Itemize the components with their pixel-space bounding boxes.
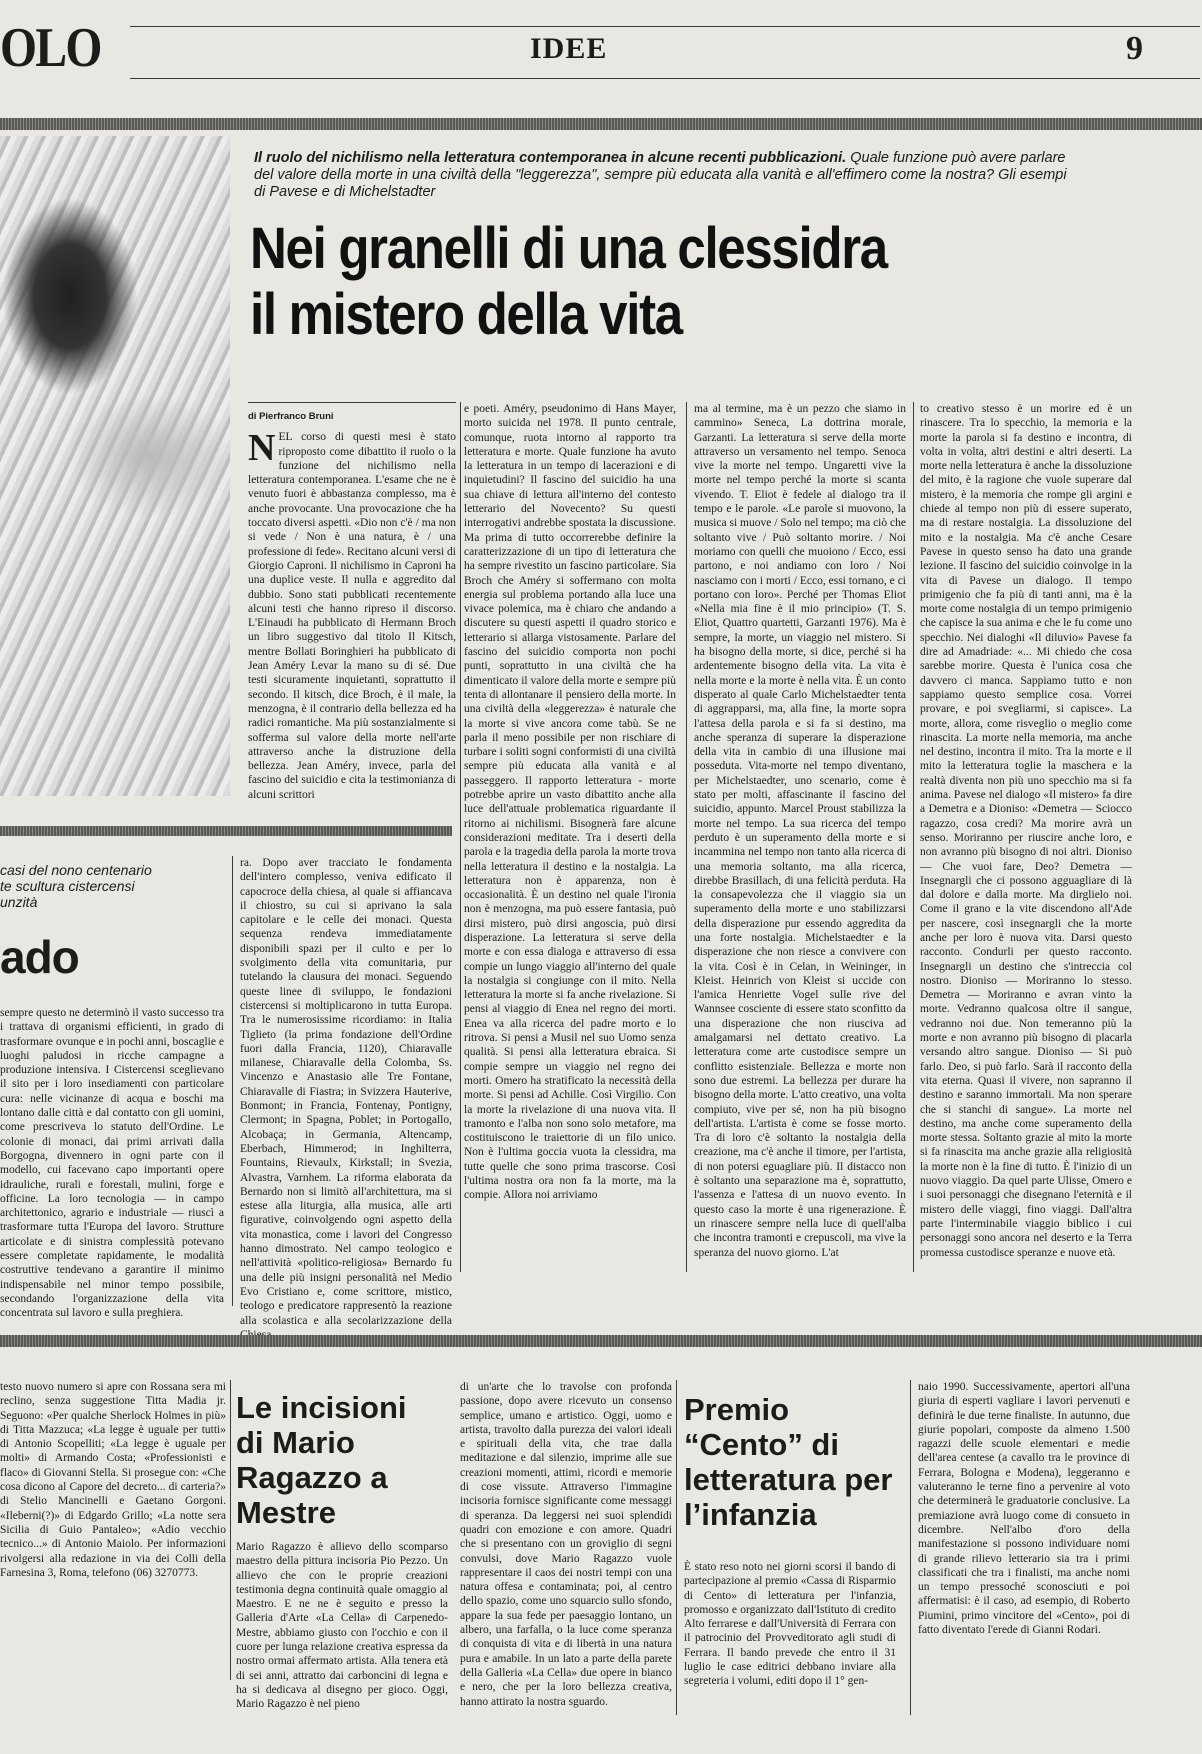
main-column-4-text: to creativo stesso è un morire ed è un rinascere. Tra lo specchio, la memoria e la morte la parola si fa destino e incontra, di volta in volta, altri destini e altri deserti. La morte nella letteratura è anche la dissoluzione del mito, è la ragione che vuole superare dal mistero, è la memoria che rompe gli argini e chiede al tempo non più di essere superato, ma di restare nostalgia. La dissoluzione del mito e la nostalgia. Ma c'è anche Cesare Pavese in questo senso ha dato una grande lezione. Il fascino del suicidio coinvolge in la vita di Pavese un dialogo. Il tempo primigenio che fa più di tanti anni, ma è la morte come nostalgia di un tempo primigenio che capisce la sua anima e che le fu come uno specchio. Nei dialoghi «Il diluvio» Pavese fa dire ad Amadriade: «... Mi chiedo che cosa sarebbe morire. Questa è l'unica cosa che davvero ci manca. Sappiamo tutto e non sappiamo questo semplice cosa. Vorrei provare, e poi svegliarmi, si capisce». La morte, allora, come risveglio o meglio come rinascita. La morte nella memoria, ma anche nel destino, incontra il mito. Tra la morte e il mito la letteratura toglie la maschera e la realtà diventa non più uno specchio ma si fa anima. Pavese nel dialogo «Il mistero» fa dire a Demetra e a Dioniso: «Demetra — Sciocco ragazzo, cosa credi? Ma morire avrà un senso. Moriranno per riuscire anche loro, e non avranno più bisogno di noi altri. Dioniso — Che vuoi fare, Deo? Demetra — Insegnargli che ci possono agguagliare di là dal dolore e dalla morte. Ma dirglielo noi. Come il grano e la vite discendono all'Ade per nascere, così insegnargli che la morte anche per loro è nuova vita. Darsi questo racconto. Condurli per questo racconto. Insegnargli un destino che s'intreccia col nostro. Dioniso — Moriranno lo stesso. Demetra — Moriranno e avran vinto la morte. Vedranno qualcosa oltre il sangue, vedranno noi due. Non temeranno più la morte e non avranno più bisogno di placarla versando altro sangue. Dioniso — Si può farlo. Deo, si può farlo. Sarà il racconto della vita eterna. Quasi il vivere, non sapranno il destino e saranno immortali. Ma non sperare che si stanchi di sangue». La morte nel destino, ma anche come superamento della morte stessa. Soltanto grazie al mito la morte si fa rinascita ma anche grazie alla religiosità la morte non è la fine di tutto. È l'inizio di un nuovo viaggio. Da quel parte Ulisse, Omero e i suoi personaggi che disegnano l'eternità e il mistero delle viaggi, fino viaggi. Dall'altra parte l'interminabile viaggio biblico i cui personaggi sono ancora nel deserto e la Terra promessa custodisce speranze e nuove età. (920, 403, 1132, 1259)
column-separator (913, 402, 914, 1272)
section-divider-middle (0, 826, 452, 836)
column-separator (686, 402, 687, 1272)
middle-center-text: ra. Dopo aver tracciato le fondamenta dell'intero complesso, veniva edificato il capocroce della chiesa, al quale si affiancava il chiostro, su cui si aprivano la sala capitolare e le celle dei monaci. Questa sequenza rendeva immediatamente disponibili spazi per il culto e per lo svolgimento della vita comunitaria, pur tutelando la clausura dei monaci. Seguendo queste linee di sviluppo, le fondazioni cistercensi si moltiplicarono in tutta Europa. Tra le numerosissime ricordiamo: in Italia Tiglieto (la prima fondazione dell'Ordine fuori dalla Francia, 1120), Chiaravalle milanese, Chiaravalle della Colomba, Ss. Vincenzo e Anastasio alle Tre Fontane, Chiaravalle di Fiastra; in Svizzera Hauterive, Bonmont; in Francia, Fontenay, Pontigny, Clermont; in Spagna, Poblet; in Portogallo, Alcobaça; in Germania, Altencamp, Eberbach, Himmerod; in Inghilterra, Fountains, Rievaulx, Kirkstall; in Svezia, Alvastra, Varnhem. La riforma elaborata da Bernardo non si limitò all'architettura, ma si estese alla liturgia, alla musica, alle arti figurative, coinvolgendo ogni aspetto della vita monastica, come i lavori del Congresso hanno dimostrato. Nel campo teologico e nell'attività «politico-religiosa» Bernardo fu una delle più insigni personalità nel Medio Evo Cristiano e, come scrittore, mistico, teologo e predicatore rappresentò la reazione alla scolastica e alla secolarizzazione della (240, 857, 452, 1327)
main-column-2-text: e poeti. Améry, pseudonimo di Hans Mayer, morto suicida nel 1978. Il punto centrale, comunque, ruota intorno al rapporto tra letteratura e morte. Quale funzione ha avuto la letteratura in un tempo di lacerazioni e di inquietudini? Il fascino del suicidio ha una sua chiave di lettura all'interno del contesto letterario del Novecento? Su questi interrogativi andrebbe spostata la discussione. Ma prima di tutto occorrerebbe definire la caratterizzazione di un tipo di letteratura che ha sempre rivestito un fascino particolare. Sia Broch che Améry si soffermano con molta energia sul problema portando alla luce una vivace polemica, ma è chiaro che andando a discutere su questi aspetti il quadro storico e letterario si allarga vistosamente. Parlare del fascino del suicidio comporta non pochi punti, soprattutto in una civiltà che ha dimenticato il valore della morte e sempre più tenta di allontanare il pensiero della morte. In una civiltà della «leggerezza» è naturale che la morte si vive ancora come tabù. Se ne parla il meno possibile per non rischiare di turbare i soliti sogni conformisti di una civiltà sempre più educata alla vanità e al passeggero. Il rapporto letteratura - morte potrebbe aprire un vasto dibattito anche alla luce dell'attuale problematica riguardante il ritorno ai nichilismi. Bisognerà fare alcune considerazioni meditate. Tra i deserti della parola e la tragedia della parola la morte trova nella letteratura il destino e la nostalgia. La letteratura non è apparenza, non è occasionalità. È un destino nel quale l'ironia non è menzogna, ma può essere fantasia, può dirsi mistero, può dirsi angoscia, può dirsi disperazione. La letteratura si serve della morte e con essa dialoga e attraverso di essa compie un lungo viaggio all'interno del quale la nostalgia si congiunge con il mito. Nella letteratura la morte si fa anche rivelazione. Si pensi al viaggio di Enea nel regno dei morti. Enea va alla ricerca del padre morto e lo ritrova. Si pensi a Musil nel suo Uomo senza qualità. Si pensi alla letteratura ebraica. Si compie sempre un viaggio nel regno dei morti. Omero ha stratificato la necessità della morte. Si pensi ad Achille. Così Virgilio. Con la morte la rivelazione di una nuova vita. Il tramonto e l'alba non sono solo metafore, ma costituiscono le traiettorie di un filo unico. Non è l'ultima goccia vuota la clessidra, ma tutte quelle che sono prima trascorse. Così l'ultima nostra ora non fa la morte, ma la compie. Allora noi arriviamo (464, 403, 677, 1202)
main-column-4 (920, 402, 1132, 1272)
masthead-bottom-rule (130, 78, 1200, 79)
headline-line-2: il mistero della vita (250, 282, 682, 347)
column-separator (676, 1380, 677, 1715)
column-separator (910, 1380, 911, 1715)
column-separator (232, 856, 233, 1306)
portrait-photo (0, 136, 230, 796)
main-column-3-text: ma al termine, ma è un pezzo che siamo in cammino» Seneca, La dottrina morale, Garzanti. La letteratura si serve della morte attraverso un versamento nel tempo. Senoca vive la morte nel tempo. Ungaretti vive la morte nel tempo perché la morte si scanta vivendo. T. Eliot è fedele al dialogo tra il tempo e le parole. «Le parole si muovono, la musica si muove / Solo nel tempo; ma ciò che soltanto vive / Può soltanto morire. / Noi moriamo con quelli che muoiono / Ecco, essi partono, e noi andiamo con loro / Noi nasciamo con i morti / Ecco, essi tornano, e ci portano con loro». Perché per Thomas Eliot «Nella mia fine è il mio principio» (T. S. Eliot, Quattro quartetti, Garzanti 1976). Ma è sempre, la morte, un viaggio nel mistero. Si ha bisogno della morte, si dice, perché si ha ardentemente bisogno della vita. La vita è nella morte e la morte è nella vita. È un conto disperato al quale Carlo Michelstaedter tenta di aggrapparsi, ma, alla fine, la morte sopra l'attesa della parola e si fa si destino, ma anche speranza di superare la disperazione della vita in cambio di una illusione mai posseduta. Vita-morte nel tempo diventano, per Michelstaedter, uno scenario, come è stato per molti, affascinante il fascino del suicidio, appunto. Marcel Proust stabilizza la morte nel tempo. La sua ricerca del tempo perduto è un superamento della morte e si incammina nel tempo non tanto alla ricerca di una memoria soltanto, ma alla ricerca, direbbe Brasillach, di una felicità perduta. Ha la consapevolezza che il viaggio sia un superamento della morte e uno stabilizzarsi della disperazione pur essendo aggredita da una forte nostalgia. Michelstaedter e la disperazione che non riesce a convivere con la vita. Così è in Celan, in Weininger, in Kleist. Heinrich von Kleist si uccide con l'amica Henriette Vogel sulle rive del Wannsee cosciente di essere stato sconfitto da una disperazione che non riusciva ad amalgamarsi nel dettato creativo. La letteratura come arte custodisce sempre un conflitto esistenziale. Bellezza e morte non sono due estremi. La bellezza per durare ha bisogno della morte. L'atto creativo, una volta compiuto, vive per sé, non ha più bisogno dell'artista. L'artista è come se fosse morto. Tra di loro c'è soltanto la nostalgia della creazione, ma c'è anche il timore, per l'artista, di non potersi eguagliare più. Il distacco non è soltanto una separazione ma è, soprattutto, l'assenza e l'attesa di un nuovo evento. In questo caso la morte è una rigenerazione. È un rinascere sempre nella luce di quell'alba che incontra tramonti e crepuscoli, ma vive la speranza del nuovo giorno. L'at (694, 403, 906, 1259)
bottom-article-2-column-1 (684, 1560, 896, 1715)
bottom-article-1-headline: Le incisioni di Mario Ragazzo a Mestre (236, 1390, 407, 1530)
dropcap: N (248, 427, 276, 470)
middle-kicker-line-2: te scultura cistercensi (0, 878, 135, 894)
middle-headline: ado (0, 931, 79, 983)
byline-rule (248, 402, 456, 403)
bottom-article-2-headline: Premio “Cento” di letteratura per l’infanzia (684, 1392, 893, 1532)
bottom-article-1-column-1 (236, 1540, 448, 1715)
middle-center-column (240, 856, 452, 1327)
newspaper-logo: OLO (0, 17, 101, 79)
bottom-article-1-text-2: di un'arte che lo travolse con profonda passione, dopo avere ricevuto un consenso semplice, umano e artistico. Oggi, uomo e artista, travolto dalla purezza dei valori ideali e spirituali della vita, che trae dalla meditazione e dal silenzio, imprime alle sue creazioni momenti, attimi, ricordi e memorie di cose vissute. Attraverso l'immagine incisoria fornisce significante come messaggi di speranza. Da leggersi nei suoi splendidi quadri con emozione e con amore. Quadri che si presentano con un groviglio di segni convulsi, dove Mario Ragazzo vuole rappresentare il caos dei nostri tempi con una natura offesa e contaminata; poi, al centro dello spazio, come uno squarcio sullo sfondo, appare la sua fede per paesaggio lontano, un albero, una farfalla, o la luce come speranza di conquista di vita e di libertà in una natura pura e amabile. In un lato a parte della parete della Galleria «La Cella» due opere in bianco e nero, che per la loro bellezza creativa, hanno attirato la nostra sguardo. (460, 1381, 672, 1708)
middle-kicker (0, 862, 230, 910)
bottom-left-column (0, 1380, 226, 1680)
middle-kicker-line-1: casi del nono centenario (0, 862, 152, 878)
bottom-left-text: testo nuovo numero si apre con Rossana sera mi reclino, senza suggestione Titta Madia jr. Seguono: «Per qualche Sherlock Holmes in più» di Titta Mazzuca; «La legge è uguale per tutti» di Antonio Scopelliti; «La legge è uguale per molti» di Armando Costa; «Professionisti e flaco» di Giovanni Stella. Si prosegue con: «Che cosa dicono al Capore del decreto... di carteria?» di Stelio Mancinelli e Gaetano Gorgoni. «Ileberni(?)» di Edgardo Grillo; «La notte sera Sicilia di Guio Pantaleo»; «Adio vecchio tecnico...» di Antonio Maiolo. Per informazioni rivolgersi alla redazione in via dei Colli della Farnesina 3, Roma, telefono (06) 3270773. (0, 1381, 226, 1579)
kicker-bold: Il ruolo del nichilismo nella letteratura contemporanea in alcune recenti pubblicazioni. (254, 150, 847, 166)
article-kicker (254, 150, 1074, 201)
middle-kicker-line-3: unzità (0, 894, 38, 910)
article-headline (250, 216, 1042, 348)
section-title: IDEE (530, 32, 608, 65)
bottom-article-1-text-1: Mario Ragazzo è allievo dello scomparso maestro della pittura incisoria Pio Pezzo. Un allievo che con le proprie creazioni testimonia degna continuità quale omaggio al Maestro. E ne ne è seguito e presso la Galleria d'Arte «La Cella» di Carpenedo-Mestre, abbiamo giusto con l'occhio e con il cuore per lunga relazione creativa espressa da nostro ormai affermato artista. Alla tenera età di sei anni, attratto dai carboncini di legna e ha si dedicava al disegno per gioco. Oggi, Mario Ragazzo è nel pieno (236, 1541, 448, 1711)
main-column-3 (694, 402, 906, 1272)
middle-left-text: sempre questo ne determinò il vasto successo tra i trattava di organismi efficienti, in grado di trasformare ovunque e in pochi anni, boscaglie e luoghi paludosi in ricche campagne a produzione intensiva. I Cistercensi sceglievano il sito per i loro insediamenti con particolare cura: nelle vicinanze di acqua e boschi ma lontano dalle città e dal contatto con gli uomini, come prescriveva lo statuto dell'Ordine. Le colonie di monaci, dai primi arrivati dalla Borgogna, divennero in ogni parte con il modello, cui facevano capo importanti opere idrauliche, rurali e forestali, mulini, forge e officine. La loro tecnologia — in campo architettonico, agrario e industriale — riuscì a trasformare tutta l'Europa del lavoro. Strutture articolate e di sinistra complessità potevano essere completate rapidamente, le modalità costruttive tendevano a garantire il minimo indispensabile nel minor tempo possibile, secondando l'organizzazione della vita concentrata sul lavoro e sulla preghiera. (0, 1007, 224, 1320)
column-separator (460, 402, 461, 1272)
byline: di Pierfranco Bruni (248, 411, 334, 422)
bottom-article-2-column-2 (918, 1380, 1130, 1715)
column-separator (230, 1380, 231, 1680)
main-column-2 (464, 402, 676, 1272)
bottom-article-2-text-2: naio 1990. Successivamente, apertori all'una giuria di esperti vagliare i lavori pervenuti e definirà le due terne finaliste. In autunno, due giurie popolari, composte da almeno 1.500 ragazzi delle scuole elementari e medie dell'area centese (a cavallo tra le province di Ferrara, Bologna e Modena), leggeranno e valuteranno le terne fino a pervenire al voto che determinerà le graduatorie conclusive. La premiazione avrà luogo come di consueto in dicembre. Nell'albo d'oro della manifestazione si possono individuare nomi di grande rilievo letterario sia tra i primi classificati che tra i finalisti, ma anche nomi un tempo pressoché sconosciuti e poi affermatisi: è il caso, ad esempio, di Roberto Piumini, primo vincitore del «Cento», poi di fatto diventato l'erede di Gianni Rodari. (918, 1381, 1130, 1637)
section-divider-bottom (0, 1335, 1202, 1347)
middle-left-column (0, 1006, 224, 1320)
kicker-rest: Quale funzione può avere parlare del valore della morte in una civiltà della "leggerezza", sempre più educata alla vanità e all'effimero come la nostra? Gli esempi di Pavese e di Michelstadter (254, 150, 1067, 200)
bottom-article-2-text-1: È stato reso noto nei giorni scorsi il bando di partecipazione al premio «Cassa di Risparmio di Cento» di letteratura per l'infanzia, promosso e organizzato dall'Istituto di credito Alto ferrarese e dall'Università di Ferrara con il patrocinio del Provveditorato agli studi di Ferrara. Il bando prevede che entro il 31 luglio le case editrici debbano inviare alla segreteria i volumi, editi dopo il 1° gen- (684, 1561, 896, 1688)
bottom-article-1-column-2 (460, 1380, 672, 1715)
main-column-1-text: EL corso di questi mesi è stato riproposto come dibattito il ruolo o la funzione del nichilismo nella letteratura contemporanea. L'esame che ne è venuto fuori è abbastanza complesso, ma è anche provocante. Una provocazione che ha toccato diversi aspetti. «Dio non c'è / ma non si vede / Non è una natura, è / una professione di fede». Recitano alcuni versi di Giorgio Caproni. Il nichilismo in Caproni ha una duplice veste. Il nulla e aggredito dal dubbio. Sono stati pubblicati recentemente alcuni testi che hanno ripreso il discorso. L'Einaudi ha pubblicato di Hermann Broch un libro suggestivo dal titolo Il Kitsch, mentre Bollati Boringhieri ha pubblicato di Jean Améry Levar la mano su di sé. Due testi sicuramente inquietanti, soprattutto il secondo. Il kitsch, dice Broch, è il male, la menzogna, è il contrario della bellezza ed ha radici romantiche. Ma più sostanzialmente si sofferma sul valore della morte nell'arte attraverso anche la distruzione della bellezza. Jean Améry, invece, parla del fascino del suicidio e cita la testimonianza di alcuni scrittori (248, 431, 456, 801)
masthead-top-rule (130, 26, 1200, 27)
headline-line-1: Nei granelli di una clessidra (250, 216, 887, 281)
main-column-1 (248, 410, 456, 801)
page-number: 9 (1126, 30, 1143, 67)
section-divider-top (0, 118, 1202, 130)
